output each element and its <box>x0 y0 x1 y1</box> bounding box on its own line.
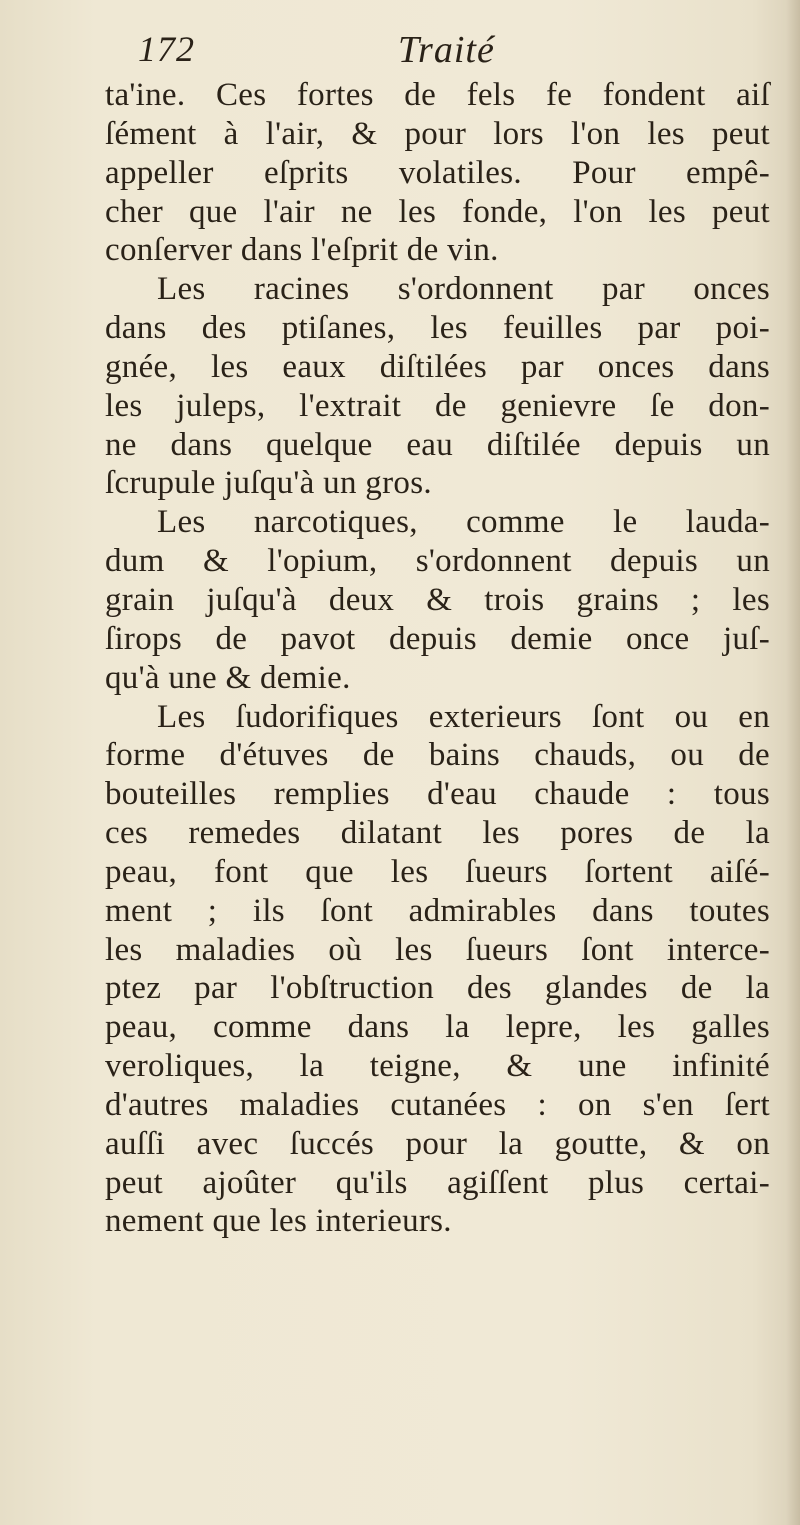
text-line: ſément à l'air, & pour lors l'on les peut <box>105 115 770 152</box>
text-line: Les ſudorifiques exterieurs ſont ou en <box>157 698 770 735</box>
text-line: bouteilles remplies d'eau chaude : tous <box>105 776 770 813</box>
text-line: ment ; ils ſont admirables dans toutes <box>105 892 770 929</box>
text-line: Les racines s'ordonnent par onces <box>157 271 770 308</box>
text-line: dans des ptiſanes, les feuilles par poi- <box>105 310 770 347</box>
text-line: grain juſqu'à deux & trois grains ; les <box>105 581 770 618</box>
text-line: cher que l'air ne les fonde, l'on les peut <box>105 193 770 230</box>
text-line: qu'à une & demie. <box>105 659 351 696</box>
text-line: ſirops de pavot depuis demie once juſ- <box>105 620 770 657</box>
running-title: Traité <box>398 29 495 71</box>
page-edge-shadow <box>786 0 800 1525</box>
text-line: Les narcotiques, comme le lauda- <box>157 504 770 541</box>
text-line: ces remedes dilatant les pores de la <box>105 815 770 852</box>
text-line: ne dans quelque eau diſtilée depuis un <box>105 426 770 463</box>
text-line: ſcrupule juſqu'à un gros. <box>105 465 432 502</box>
text-line: les juleps, l'extrait de genievre ſe don- <box>105 387 770 424</box>
text-line: dum & l'opium, s'ordonnent depuis un <box>105 543 770 580</box>
text-line: forme d'étuves de bains chauds, ou de <box>105 737 770 774</box>
text-line: peau, comme dans la lepre, les galles <box>105 1009 770 1046</box>
text-line: ptez par l'obſtruction des glandes de la <box>105 970 770 1007</box>
text-line: ta'ine. Ces fortes de fels fe fondent aiſ <box>105 77 770 113</box>
text-line: gnée, les eaux diſtilées par onces dans <box>105 348 770 385</box>
text-line: veroliques, la teigne, & une infinité <box>105 1048 770 1085</box>
text-line: auſſi avec ſuccés pour la goutte, & on <box>105 1125 770 1162</box>
text-line: conſerver dans l'eſprit de vin. <box>105 232 499 269</box>
text-line: peut ajoûter qu'ils agiſſent plus certai- <box>105 1164 770 1201</box>
page-header <box>138 28 698 78</box>
text-line: nement que les interieurs. <box>105 1203 452 1240</box>
text-line: appeller eſprits volatiles. Pour empê- <box>105 154 770 191</box>
text-line: d'autres maladies cutanées : on s'en ſert <box>105 1086 770 1123</box>
body-text <box>105 76 770 1241</box>
page-number: 172 <box>138 29 195 69</box>
text-line: les maladies où les ſueurs ſont interce- <box>105 931 770 968</box>
text-line: peau, font que les ſueurs ſortent aiſé- <box>105 853 770 890</box>
